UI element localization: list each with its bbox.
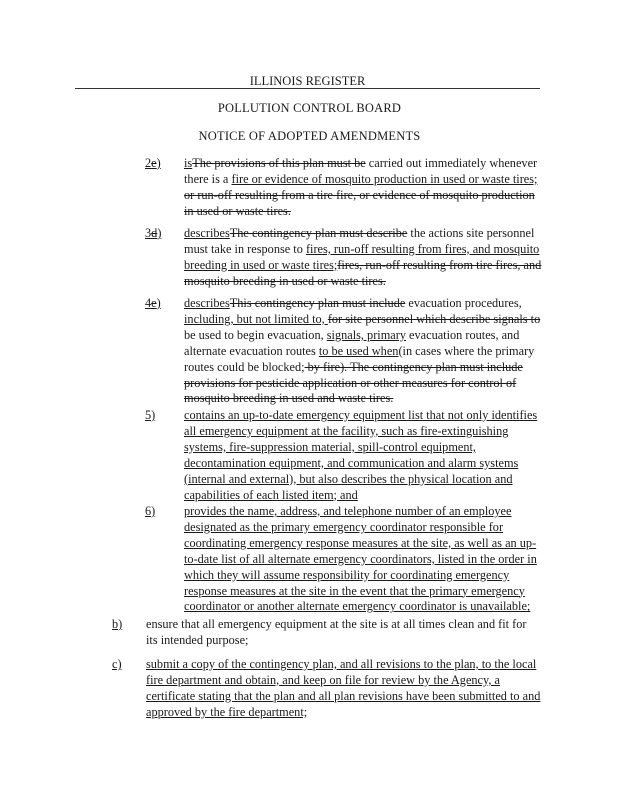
deleted-text: or run-off resulting from a tire fire, or evidence of mosquito production in used or waste tires. (184, 187, 535, 218)
inserted-text: including, but not limited to, (184, 311, 328, 326)
inserted-text: ; (301, 359, 305, 374)
text-run: carried out immediately whenever there is a (184, 156, 538, 186)
text-run: (in cases where the primary routes could be blocked (184, 343, 535, 374)
inserted-text: describes (184, 226, 230, 240)
inserted-text: describes (184, 296, 230, 310)
item-number: 2e) (145, 156, 161, 170)
item-text: provides the name, address, and telephone number of an employee designated as the primary emergency coordinator responsible for coordinating emergency response measures at the site, as well as an up-to-date list of all alternate emergency coordinators, listed in the order in which they will assume responsibility for coordinating emergency response measures at the site in the event that the primary emergency coordinator or another alternate emergency coordinator is unavailable; (184, 504, 537, 614)
item-text: contains an up-to-date emergency equipment list that not only identifies all emergency equipment at the facility, such as fire-extinguishing systems, fire-suppression material, spill-control equipment, decontamination equipment, and communication and alarm systems (internal and external), but also describes the physical location and capabilities of each listed item; and (184, 408, 538, 502)
item-number: 4e) (145, 296, 161, 310)
inserted-text: fire or evidence of mosquito production in used or waste tires; (231, 171, 538, 186)
deleted-text: The provisions of this plan must be (192, 156, 366, 170)
deleted-text: This contingency plan must include (229, 296, 406, 310)
item-text (184, 226, 544, 290)
item-number: 3d) (145, 226, 162, 240)
board-title: POLLUTION CONTROL BOARD (217, 101, 402, 115)
text-run: evacuation procedures, (405, 296, 522, 310)
deleted-text: fires, run-off resulting from tire fires, and mosquito breeding in used or waste tires. (184, 257, 542, 288)
inserted-text: signals, primary (326, 327, 406, 342)
text-run: evacuation routes, and alternate evacuation routes (184, 327, 520, 358)
item-number: b) (112, 617, 123, 631)
deleted-text: for site personnel which describe signals to (327, 311, 541, 326)
item-number: 6) (145, 504, 156, 518)
text-run: be used to begin evacuation, (184, 327, 327, 342)
item-text: ensure that all emergency equipment at the site is at all times clean and fit for its intended purpose; (146, 617, 527, 647)
register-header-rule (75, 68, 540, 89)
inserted-text: fires, run-off resulting from fires, and mosquito breeding in used or waste tires; (184, 241, 540, 272)
deleted-text: The contingency plan must describe (229, 226, 408, 240)
text-run: the actions site personnel must take in response to (184, 226, 535, 256)
deleted-text: by fire). The contingency plan must include provisions for pesticide application or other measures for control of mosquito breeding in used and waste tires. (184, 359, 523, 406)
inserted-text: is (184, 156, 193, 170)
item-text (184, 156, 544, 220)
inserted-text: to be used when (318, 343, 399, 358)
notice-title: NOTICE OF ADOPTED AMENDMENTS (198, 129, 421, 143)
item-number: 5) (145, 408, 156, 422)
item-text (184, 296, 544, 407)
item-text: submit a copy of the contingency plan, and all revisions to the plan, to the local fire department and obtain, and keep on file for review by the Agency, a certificate stating that the plan and all plan revisions have been submitted to and approved by the fire department; (146, 657, 541, 719)
register-title: ILLINOIS REGISTER (249, 74, 366, 88)
item-number: c) (112, 657, 122, 671)
